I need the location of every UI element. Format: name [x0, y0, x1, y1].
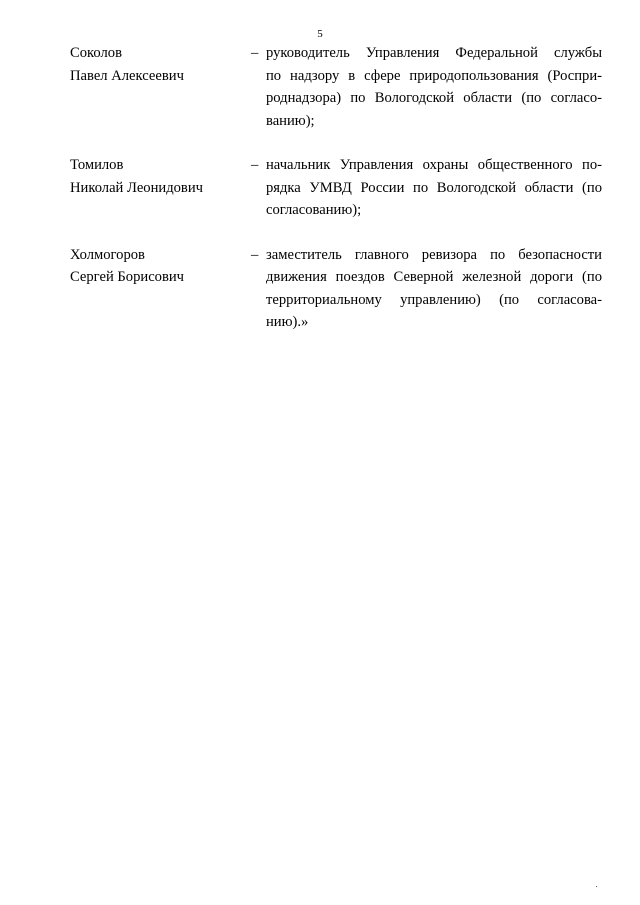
list-item	[70, 244, 602, 334]
position-line: территориальному управлению) (по согласова-	[266, 291, 602, 308]
position-description	[266, 244, 602, 334]
position-line: рядка УМВД России по Вологодской области (по	[266, 179, 602, 196]
list-item	[70, 154, 602, 222]
position-line: начальник Управления охраны общественного по-	[266, 157, 602, 173]
person-surname: Холмогоров	[70, 246, 145, 263]
dash-separator: –	[251, 157, 259, 173]
list-item	[70, 42, 602, 132]
person-given-names: Павел Алексеевич	[70, 67, 184, 84]
position-line: руководитель Управления Федеральной службы	[266, 45, 602, 61]
position-line: роднадзора) по Вологодской области (по согласо-	[266, 90, 602, 106]
position-line: ванию);	[266, 112, 315, 129]
position-line: по надзору в сфере природопользования (Роспри-	[266, 67, 602, 84]
page-number: 5	[317, 28, 323, 40]
person-name	[70, 42, 251, 87]
dash-separator: –	[251, 246, 259, 263]
person-name	[70, 154, 251, 199]
position-line: движения поездов Северной железной дороги (по	[266, 269, 602, 285]
person-surname: Томилов	[70, 157, 124, 173]
position-line: согласованию);	[266, 202, 362, 218]
position-description	[266, 154, 602, 222]
person-given-names: Николай Леонидович	[70, 179, 203, 196]
position-line: заместитель главного ревизора по безопасности	[266, 246, 602, 263]
position-description	[266, 42, 602, 132]
position-line: нию).»	[266, 314, 309, 330]
dash-separator: –	[251, 45, 259, 61]
member-list	[70, 42, 602, 356]
person-name	[70, 244, 251, 289]
person-surname: Соколов	[70, 45, 122, 61]
scan-speck	[596, 886, 597, 887]
person-given-names: Сергей Борисович	[70, 269, 185, 285]
